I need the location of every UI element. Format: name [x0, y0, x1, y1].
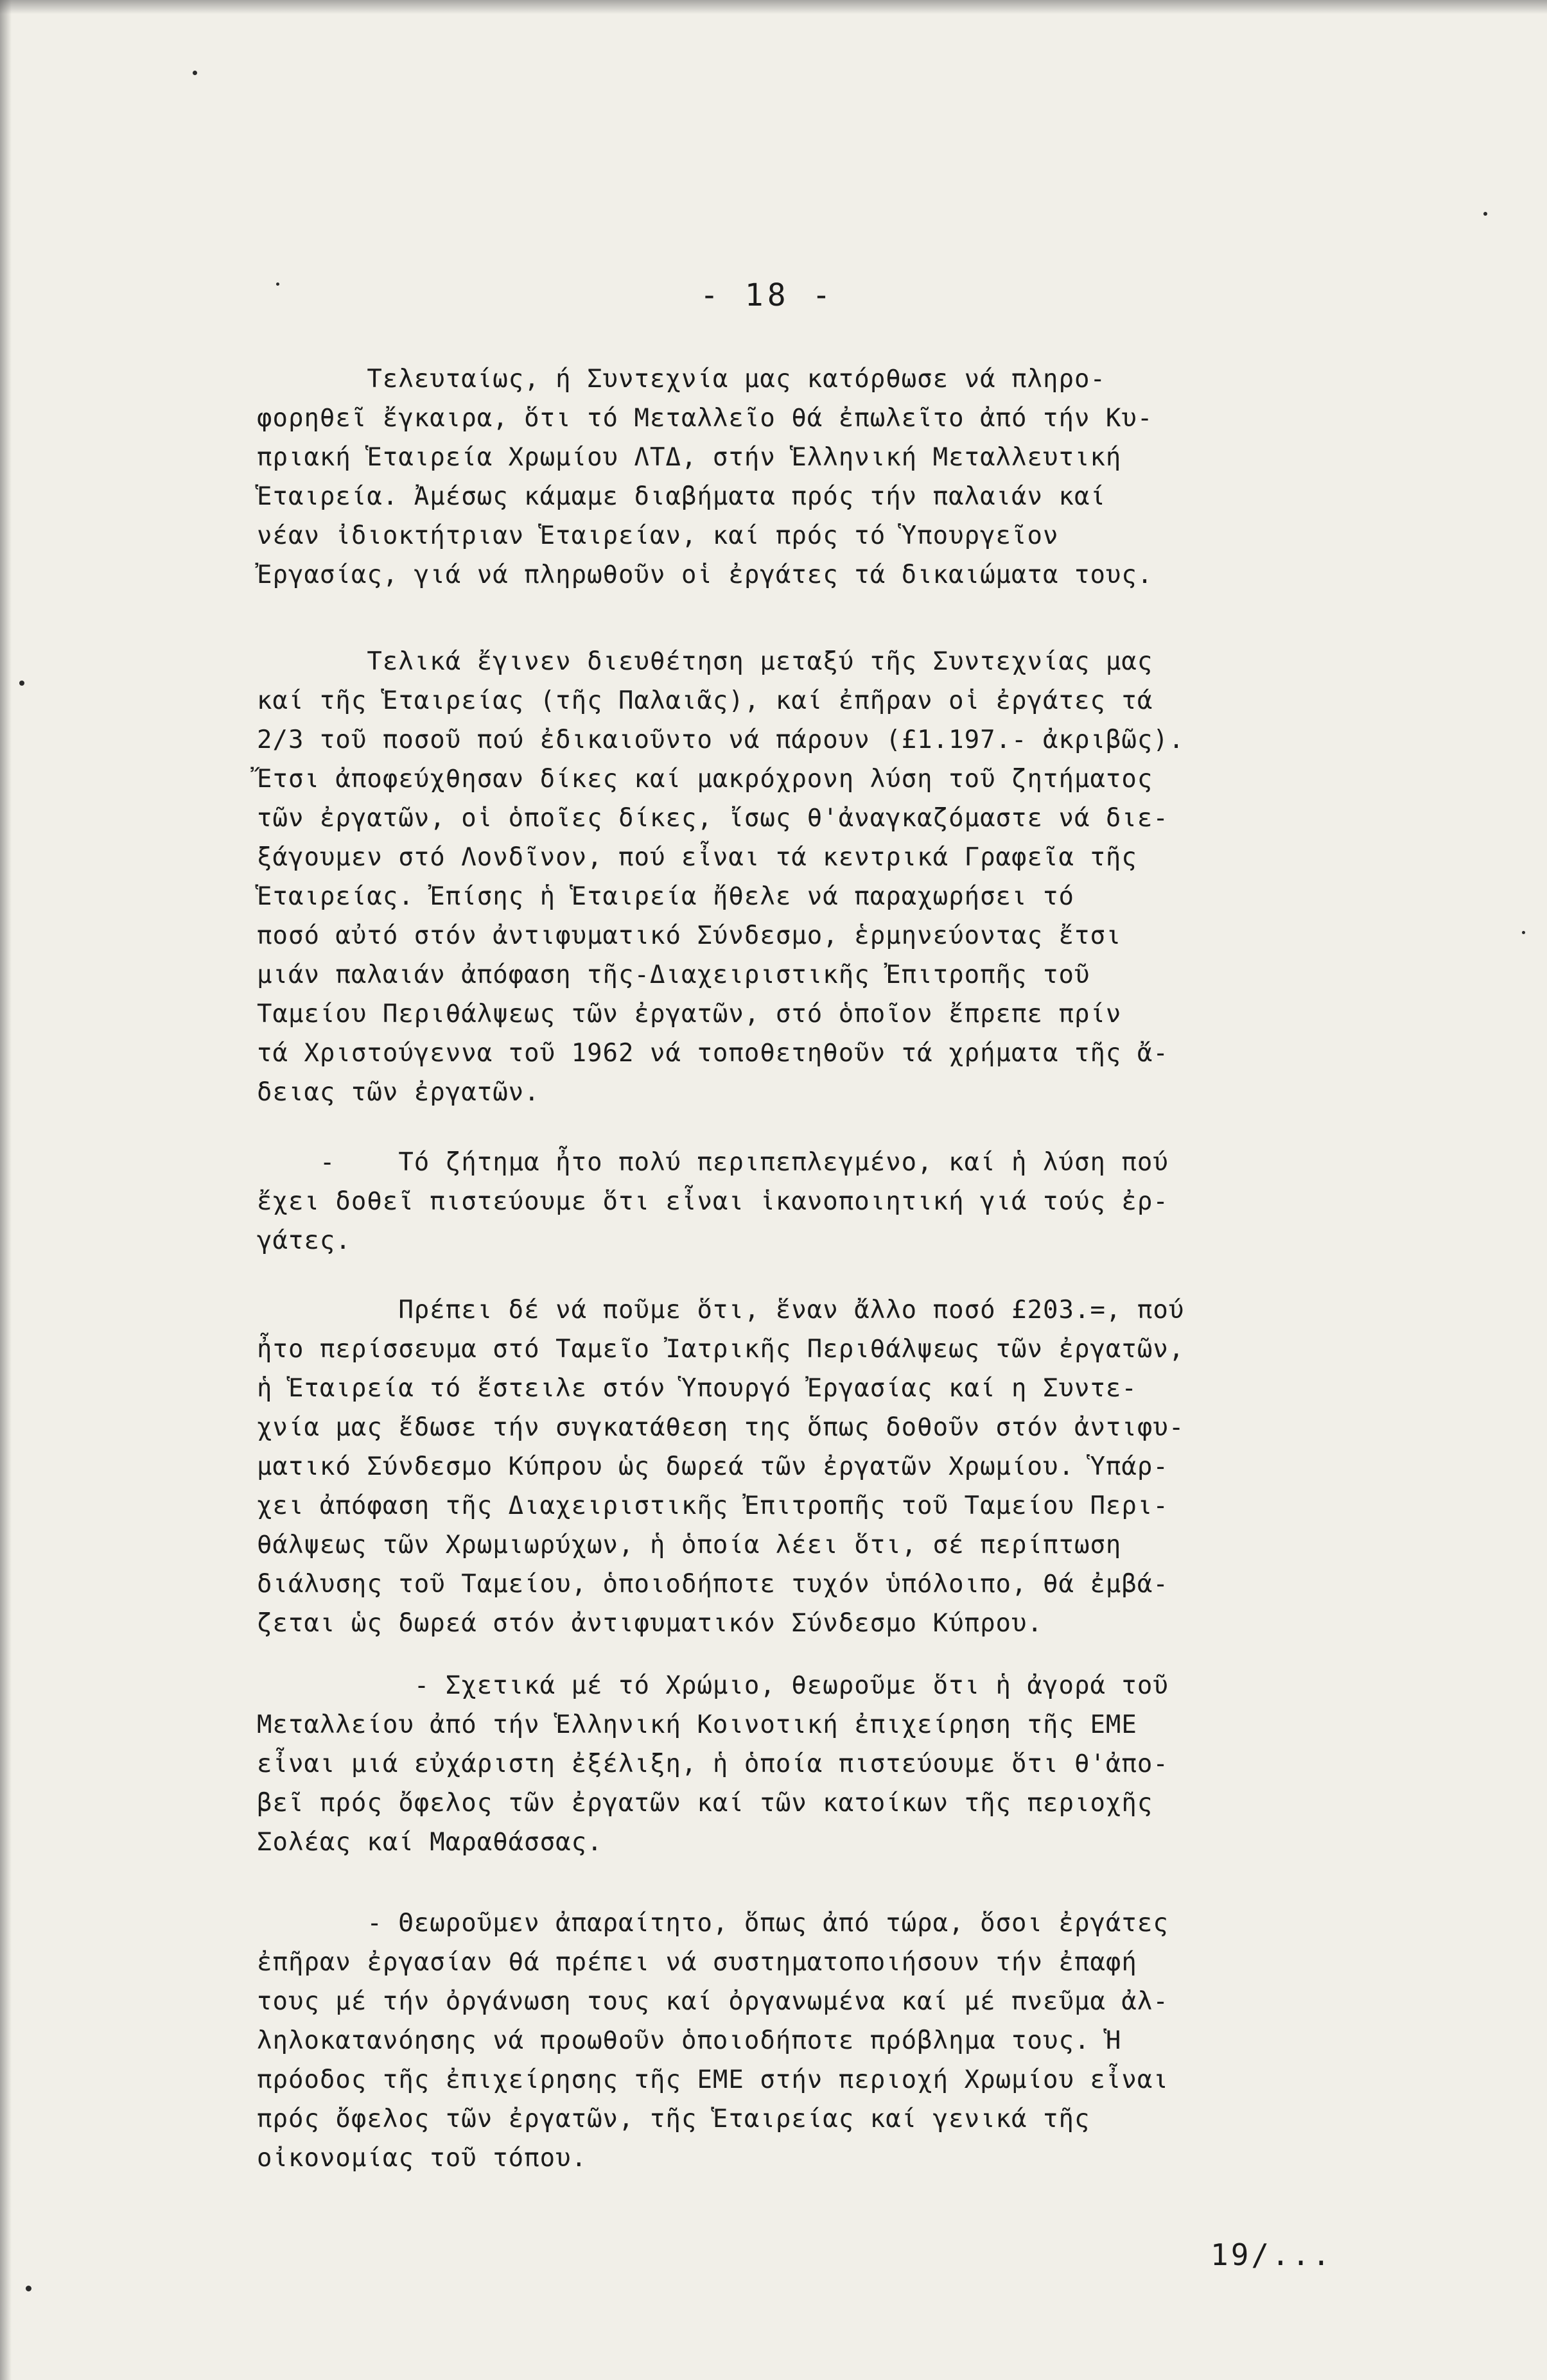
scan-speck	[1522, 931, 1525, 934]
paragraph-4: Πρέπει δέ νά ποῦμε ὅτι, ἕναν ἄλλο ποσό £203.=, πού ἦτο περίσσευμα στό Ταμεῖο Ἰατρικῆς Περιθάλψεως τῶν ἐργατῶν, ἡ Ἑταιρεία τό ἔστειλε στόν Ὑπουργό Ἐργασίας καί η Συντε- χνία μας ἔδωσε τήν συγκατάθεση της ὅπως δοθοῦν στόν ἀντιφυ- ματικό Σύνδεσμο Κύπρου ὡς δωρεά τῶν ἐργατῶν Χρωμίου. Ὑπάρ- χει ἀπόφαση τῆς Διαχειριστικῆς Ἐπιτροπῆς τοῦ Ταμείου Περι- θάλψεως τῶν Χρωμιωρύχων, ἡ ὁποία λέει ὅτι, σέ περίπτωση διάλυσης τοῦ Ταμείου, ὁποιοδήποτε τυχόν ὑπόλοιπο, θά ἐμβά- ζεται ὡς δωρεά στόν ἀντιφυματικόν Σύνδεσμο Κύπρου.	[257, 1296, 1185, 1638]
scan-speck	[1483, 212, 1487, 216]
scan-shadow-top	[0, 0, 1547, 14]
paragraph-2: Τελικά ἔγινεν διευθέτηση μεταξύ τῆς Συντεχνίας μας καί τῆς Ἑταιρείας (τῆς Παλαιᾶς), καί ἐπῆραν οἱ ἐργάτες τά 2/3 τοῦ ποσοῦ πού ἐδικαιοῦντο νά πάρουν (£1.197.- ἀκριβῶς). Ἔτσι ἀποφεύχθησαν δίκες καί μακρόχρονη λύση τοῦ ζητήματος τῶν ἐργατῶν, οἱ ὁποῖες δίκες, ἴσως θ'ἀναγκαζόμαστε νά διε- ξάγουμεν στό Λονδῖνον, πού εἶναι τά κεντρικά Γραφεῖα τῆς Ἑταιρείας. Ἐπίσης ἡ Ἑταιρεία ἤθελε νά παραχωρήσει τό ποσό αὐτό στόν ἀντιφυματικό Σύνδεσμο, ἑρμηνεύοντας ἔτσι μιάν παλαιάν ἀπόφαση τῆς-Διαχειριστικῆς Ἐπιτροπῆς τοῦ Ταμείου Περιθάλψεως τῶν ἐργατῶν, στό ὁποῖον ἔπρεπε πρίν τά Χριστούγεννα τοῦ 1962 νά τοποθετηθοῦν τά χρήματα τῆς ἄ- δειας τῶν ἐργατῶν.	[257, 647, 1185, 1107]
scan-speck	[19, 681, 24, 686]
page-number: - 18 -	[700, 277, 835, 313]
scan-speck	[193, 71, 197, 75]
paragraph-1: Τελευταίως, ή Συντεχνία μας κατόρθωσε νά πληρο- φορηθεῖ ἔγκαιρα, ὅτι τό Μεταλλεῖο θά ἐπωλεῖτο ἀπό τήν Κυ- πριακή Ἑταιρεία Χρωμίου ΛΤΔ, στήν Ἑλληνική Μεταλλευτική Ἑταιρεία. Ἀμέσως κάμαμε διαβήματα πρός τήν παλαιάν καί νέαν ἰδιοκτήτριαν Ἑταιρείαν, καί πρός τό Ὑπουργεῖον Ἐργασίας, γιά νά πληρωθοῦν οἱ ἐργάτες τά δικαιώματα τους.	[257, 365, 1153, 589]
paragraph-5: - Σχετικά μέ τό Χρώμιο, θεωροῦμε ὅτι ἡ ἀγορά τοῦ Μεταλλείου ἀπό τήν Ἑλληνική Κοινοτική ἐπιχείρηση τῆς ΕΜΕ εἶναι μιά εὐχάριστη ἐξέλιξη, ἡ ὁποία πιστεύουμε ὅτι θ'ἀπο- βεῖ πρός ὄφελος τῶν ἐργατῶν καί τῶν κατοίκων τῆς περιοχῆς Σολέας καί Μαραθάσσας.	[257, 1671, 1169, 1857]
scan-speck	[26, 2286, 31, 2291]
continuation-marker: 19/...	[1211, 2237, 1333, 2272]
scan-shadow-left	[0, 0, 12, 2380]
scan-speck	[276, 282, 279, 286]
paragraph-3: - Τό ζήτημα ἦτο πολύ περιπεπλεγμένο, καί ἡ λύση πού ἔχει δοθεῖ πιστεύουμε ὅτι εἶναι ἱκανοποιητική γιά τούς ἐρ- γάτες.	[257, 1148, 1169, 1255]
paragraph-6: - Θεωροῦμεν ἀπαραίτητο, ὅπως ἀπό τώρα, ὅσοι ἐργάτες ἐπῆραν ἐργασίαν θά πρέπει νά συστηματοποιήσουν τήν ἐπαφή τους μέ τήν ὀργάνωση τους καί ὀργανωμένα καί μέ πνεῦμα ἀλ- ληλοκατανόησης νά προωθοῦν ὁποιοδήποτε πρόβλημα τους. Ἡ πρόοδος τῆς ἐπιχείρησης τῆς ΕΜΕ στήν περιοχή Χρωμίου εἶναι πρός ὄφελος τῶν ἐργατῶν, τῆς Ἑταιρείας καί γενικά τῆς οἰκονομίας τοῦ τόπου.	[257, 1909, 1169, 2173]
